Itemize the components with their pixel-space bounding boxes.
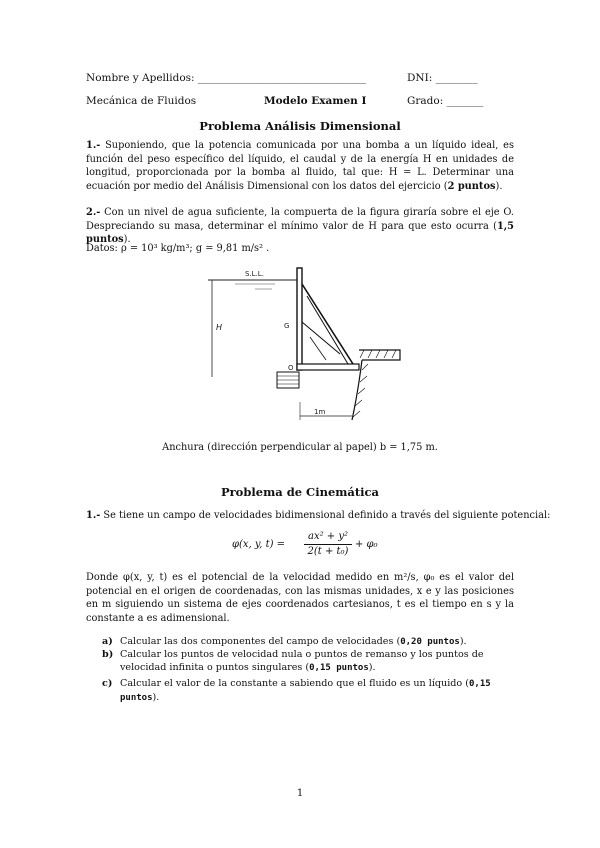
points-badge: 0,20 puntos bbox=[400, 637, 460, 647]
page-number: 1 bbox=[296, 788, 304, 799]
problem-statement: Suponiendo, que la potencia comunicada por una bomba a un líquido ideal, es función del peso específico del líquido, el caudal y de la energía H en unidades de longitud, proporcionada por la bomba al fluido, tal que: H = L. Determinar una ecuación por medio del Análisis Dimensional con los datos del ejercicio ( bbox=[86, 140, 514, 192]
problem-statement: Con un nivel de agua suficiente, la compuerta de la figura giraría sobre el eje O. Despreciando su masa, determinar el mínimo valor de H para que esto ocurra ( bbox=[86, 207, 514, 232]
subject-label: Mecánica de Fluidos bbox=[86, 95, 197, 107]
problem-2-text: 2.- Con un nivel de agua suficiente, la compuerta de la figura giraría sobre el eje O. Despreciando su masa, determinar el mínimo valor de H para que esto ocurra (1,5 puntos). bbox=[86, 207, 514, 246]
formula-denominator: 2(t + t₀) bbox=[307, 546, 349, 557]
problem-number: 1.- bbox=[86, 140, 101, 151]
section-title-kinematics: Problema de Cinemática bbox=[220, 485, 380, 499]
center-of-gravity-label: G bbox=[284, 322, 290, 330]
height-label: H bbox=[216, 323, 223, 332]
figure-caption: Anchura (dirección perpendicular al papel) b = 1,75 m. bbox=[162, 442, 438, 453]
list-item: b) Calcular los puntos de velocidad nula o puntos de remanso y los puntos de velocidad infinita o puntos singulares (0,15 puntos). bbox=[102, 649, 484, 674]
data-given: Datos: ρ = 10³ kg/m³; g = 9,81 m/s² . bbox=[86, 243, 270, 254]
potential-description: Donde φ(x, y, t) es el potencial de la velocidad medido en m²/s, φ₀ es el valor del potencial en el origen de coordenadas, con las mismas unidades, x e y las posiciones en m siguiendo un sistema de ejes coordenados cartesianos, t es el tiempo en s y la constante a es adimensional. bbox=[86, 572, 514, 624]
gate-figure bbox=[200, 262, 410, 430]
list-item: c) Calcular el valor de la constante a sabiendo que el fluido es un líquido (0,15 puntos). bbox=[102, 678, 491, 704]
problem-statement: Se tiene un campo de velocidades bidimensional definido a través del siguiente potencial: bbox=[103, 510, 551, 521]
points-badge: 0,15 puntos bbox=[309, 663, 369, 674]
formula-lhs: φ(x, y, t) = bbox=[232, 539, 286, 550]
item-label: c) bbox=[102, 678, 113, 689]
points-badge: 0,15 puntos bbox=[120, 679, 491, 704]
grade-field-label: Grado: _______ bbox=[407, 95, 484, 107]
width-dimension-label: 1m bbox=[314, 408, 326, 416]
hinge-o-label: O bbox=[288, 364, 294, 372]
points-badge: 1,5 puntos bbox=[86, 220, 514, 246]
formula-numerator: ax² + y² bbox=[307, 531, 348, 542]
list-item: a) Calcular las dos componentes del campo de velocidades (0,20 puntos). bbox=[102, 636, 467, 647]
kinematics-problem-text bbox=[86, 510, 550, 521]
item-label: b) bbox=[102, 649, 114, 660]
problem-1-text: 1.- Suponiendo, que la potencia comunicada por una bomba a un líquido ideal, es función del peso específico del líquido, el caudal y de la energía H en unidades de longitud, proporcionada por la bomba al fluido, tal que: H = L. Determinar una ecuación por medio del Análisis Dimensional con los datos del ejercicio (2 puntos). bbox=[86, 140, 514, 192]
problem-number: 1.- bbox=[86, 510, 101, 521]
problem-number: 2.- bbox=[86, 207, 101, 218]
points-badge: 2 puntos bbox=[447, 180, 496, 192]
section-title-dimensional: Problema Análisis Dimensional bbox=[199, 119, 401, 133]
free-surface-label: S.L.L. bbox=[245, 270, 264, 278]
name-field-label: Nombre y Apellidos: ________________________________ bbox=[86, 72, 366, 84]
item-label: a) bbox=[102, 636, 113, 647]
formula-rhs: + φ₀ bbox=[355, 539, 378, 550]
dni-field-label: DNI: ________ bbox=[407, 72, 478, 84]
exam-title: Modelo Examen I bbox=[264, 95, 367, 107]
